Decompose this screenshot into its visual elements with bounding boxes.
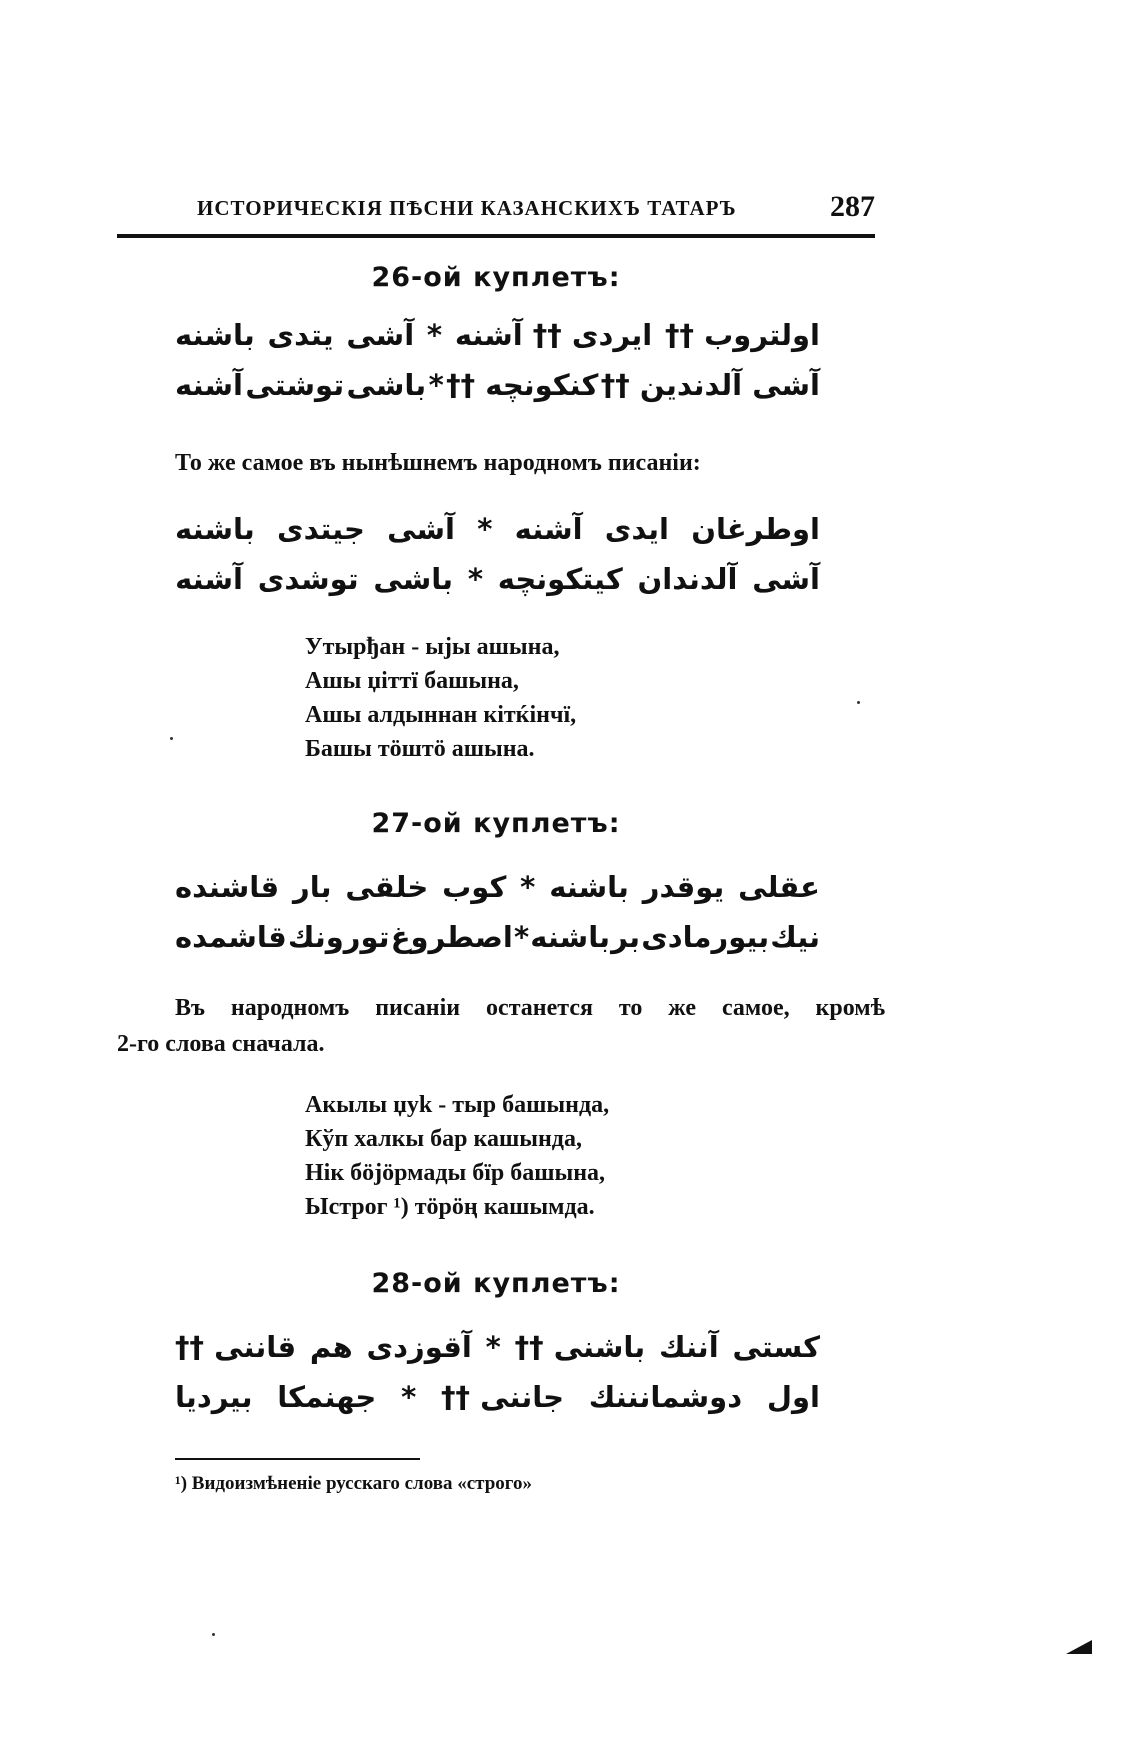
verse-27-note (117, 990, 885, 1062)
ink-speck (170, 737, 173, 740)
arabic-word: باشنی †† (514, 1330, 646, 1364)
arabic-word: بر (611, 920, 641, 954)
arabic-word: جیتدی (277, 512, 365, 546)
verse-26-transliteration (305, 630, 576, 766)
arabic-word: آشی (752, 562, 820, 596)
arabic-word: باشنه (549, 870, 629, 904)
ink-speck (857, 701, 860, 704)
asterisk-separator: * (401, 1380, 417, 1414)
arabic-word: اصطروغ (390, 920, 513, 954)
arabic-word: آقوزدی (366, 1330, 472, 1364)
asterisk-separator: * (485, 1330, 501, 1364)
arabic-word: خلقی (345, 870, 429, 904)
arabic-word: دوشمانننك (588, 1380, 743, 1414)
arabic-word: باشنه (175, 512, 255, 546)
arabic-word: جاننی †† (441, 1380, 564, 1414)
poem-line: Ашы џіттї башына, (305, 668, 519, 694)
arabic-word: ایردی †† آشنه (454, 318, 653, 352)
ink-speck (212, 1633, 215, 1636)
arabic-word: کوب (442, 870, 507, 904)
arabic-word: کستی (732, 1330, 820, 1364)
arabic-word: قاشمده (175, 920, 287, 954)
verse-27-arabic-line-2 (175, 920, 820, 954)
poem-line: Кўп халкы бар кашында, (305, 1126, 582, 1152)
arabic-word: اول (766, 1380, 820, 1414)
arabic-word: جهنمکا (277, 1380, 377, 1414)
verse-26-modern-line-1 (175, 512, 820, 546)
verse-26-arabic-line-1 (175, 318, 820, 352)
verse-28-arabic-line-2 (175, 1380, 820, 1414)
poem-line: Акылы џуk - тыр башында, (305, 1092, 610, 1118)
arabic-word: آلدندان (637, 562, 738, 596)
arabic-word: آننك (658, 1330, 719, 1364)
arabic-word: باشی (346, 368, 427, 402)
verse-26-heading: 26-ой куплетъ: (371, 262, 621, 293)
arabic-word: باشنه (530, 920, 610, 954)
asterisk-separator: * (467, 562, 483, 596)
arabic-word: قاشنده (175, 870, 280, 904)
verse-28-arabic-line-1 (175, 1330, 820, 1364)
arabic-word: آشی (387, 512, 455, 546)
arabic-word: توشدی (257, 562, 359, 596)
footnote-rule (175, 1458, 420, 1460)
verse-26-modern-line-2 (175, 562, 820, 596)
verse-27-transliteration (305, 1088, 609, 1224)
arabic-word: بار (293, 870, 332, 904)
asterisk-separator: * (477, 512, 493, 546)
verse-26-arabic-line-2 (175, 368, 820, 402)
verse-26-note: То же самое въ нынѣшнемъ народномъ писаніи: (175, 450, 701, 476)
page-number: 287 (830, 190, 875, 223)
arabic-word: یوقدر (642, 870, 725, 904)
poem-line: Ыстрог ¹) тӧрӧң кашымда. (305, 1194, 595, 1220)
arabic-word: کنکونچه †† (446, 368, 599, 402)
poem-line: Утырђан - ыјы ашына, (305, 634, 560, 660)
arabic-word: ایدی (604, 512, 669, 546)
arabic-word: آشنه (175, 562, 243, 596)
arabic-word: آشنه (514, 512, 583, 546)
asterisk-separator: * (428, 368, 444, 402)
arabic-word: بیردیا (175, 1380, 253, 1414)
verse-27-arabic-line-1 (175, 870, 820, 904)
arabic-word: اوطرغان (691, 512, 820, 546)
arabic-word: قاننی †† (175, 1330, 297, 1364)
footnote: ¹) Видоизмѣненіе русскаго слова «строго» (175, 1473, 532, 1494)
note-line-2: 2-го слова сначала. (117, 1031, 325, 1057)
arabic-word: تورونك (287, 920, 390, 954)
asterisk-separator: * (513, 920, 530, 954)
arabic-word: یتدی (267, 318, 334, 352)
arabic-word: آشی (346, 318, 415, 352)
poem-line: Нік бӧјӧрмады бїр башына, (305, 1160, 606, 1186)
running-title: ИСТОРИЧЕСКІЯ ПѢСНИ КАЗАНСКИХЪ ТАТАРЪ (197, 196, 737, 220)
arabic-word: بیورمادی (641, 920, 770, 954)
arabic-word: کیتکونچه (497, 562, 623, 596)
arabic-word: عقلی (738, 870, 820, 904)
arabic-word: باشنه (175, 318, 255, 352)
running-header (117, 190, 875, 238)
arabic-word: آشی آلدندین †† (600, 368, 820, 402)
asterisk-separator: * (426, 318, 443, 352)
note-line-1: Въ народномъ писаніи останется то же самое, кромѣ (175, 995, 885, 1021)
arabic-word: آشنه (175, 368, 243, 402)
asterisk-separator: * (520, 870, 536, 904)
arabic-word: هم (309, 1330, 353, 1364)
verse-27-heading: 27-ой куплетъ: (371, 808, 621, 839)
arabic-word: نیك (770, 920, 820, 954)
arabic-word: توشتی (245, 368, 345, 402)
page-corner-mark (1066, 1640, 1092, 1654)
poem-line: Башы тӧштӧ ашына. (305, 736, 535, 762)
arabic-word: اولتروب †† (665, 318, 820, 352)
poem-line: Ашы алдыннан кітќінчї, (305, 702, 577, 728)
verse-28-heading: 28-ой куплетъ: (371, 1268, 621, 1299)
arabic-word: باشی (373, 562, 454, 596)
